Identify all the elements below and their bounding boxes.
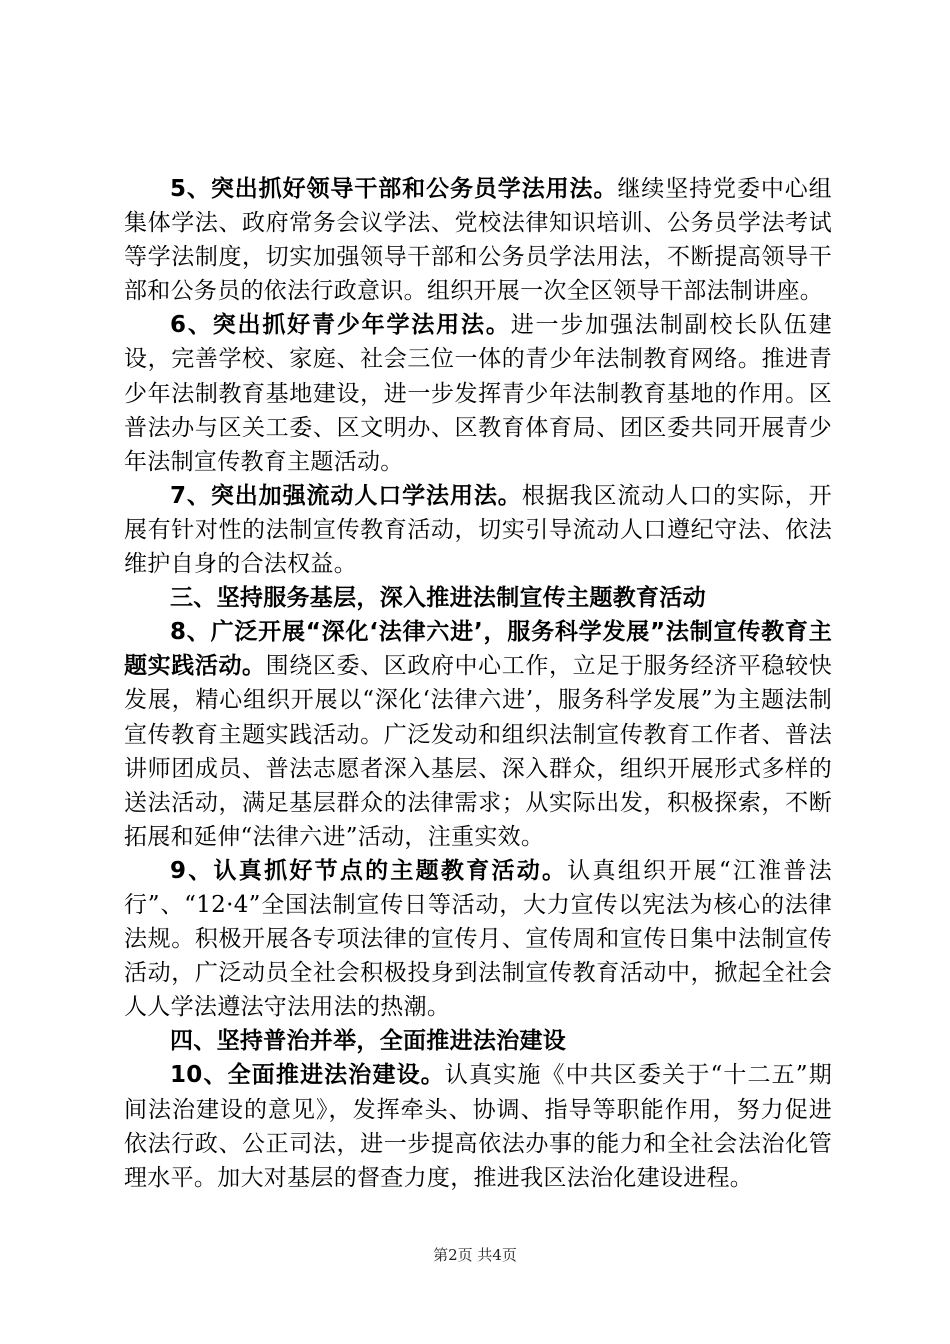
paragraph-item-10	[124, 1058, 832, 1194]
paragraph-lead: 6、突出抓好青少年学法用法。	[170, 312, 511, 339]
paragraph-item-8	[124, 615, 832, 854]
paragraph-body: 进一步加强法制副校长队伍建设，完善学校、家庭、社会三位一体的青少年法制教育网络。推进青少年法制教育基地建设，进一步发挥青少年法制教育基地的作用。区普法办与区关工委、区文明办、区教育体育局、团区委共同开展青少年法制宣传教育主题活动。	[124, 312, 832, 475]
paragraph-lead: 10、全面推进法治建设。	[170, 1062, 445, 1089]
paragraph-body: 根据我区流动人口的实际，开展有针对性的法制宣传教育活动，切实引导流动人口遵纪守法、依法维护自身的合法权益。	[124, 482, 832, 578]
paragraph-lead: 5、突出抓好领导干部和公务员学法用法。	[170, 176, 618, 202]
section-heading-3: 三、坚持服务基层，深入推进法制宣传主题教育活动	[170, 585, 706, 612]
section-heading-4: 四、坚持普治并举，全面推进法治建设	[170, 1028, 567, 1055]
paragraph-body: 继续坚持党委中心组集体学法、政府常务会议学法、党校法律知识培训、公务员学法考试等学法制度，切实加强领导干部和公务员学法用法，不断提高领导干部和公务员的依法行政意识。组织开展一次全区领导干部法制讲座。	[124, 176, 832, 305]
paragraph-lead: 9、认真抓好节点的主题教育活动。	[170, 857, 568, 884]
document-body	[124, 172, 832, 1195]
paragraph-body: 认真组织开展“江淮普法行”、“12·4”全国法制宣传日等活动，大力宣传以宪法为核心的法律法规。积极开展各专项法律的宣传月、宣传周和宣传日集中法制宣传活动，广泛动员全社会积极投身到法制宣传教育活动中，掀起全社会人人学法遵法守法用法的热潮。	[124, 857, 832, 1021]
paragraph-body: 认真实施《中共区委关于“十二五”期间法治建设的意见》，发挥牵头、协调、指导等职能作用，努力促进依法行政、公正司法，进一步提高依法办事的能力和全社会法治化管理水平。加大对基层的督查力度，推进我区法治化建设进程。	[124, 1062, 832, 1191]
paragraph-body: 围绕区委、区政府中心工作，立足于服务经济平稳较快发展，精心组织开展以“深化‘法律六进’，服务科学发展”为主题法制宣传教育主题实践活动。广泛发动和组织法制宣传教育工作者、普法讲师团成员、普法志愿者深入基层、深入群众，组织开展形式多样的送法活动，满足基层群众的法律需求；从实际出发，积极探索，不断拓展和延伸“法律六进”活动，注重实效。	[124, 653, 832, 850]
paragraph-item-6	[124, 308, 832, 478]
paragraph-item-9	[124, 854, 832, 1024]
paragraph-item-5	[124, 172, 832, 308]
paragraph-lead: 7、突出加强流动人口学法用法。	[170, 482, 522, 509]
paragraph-lead: 8、广泛开展“深化‘法律六进’，服务科学发展”法制宣传教育主题实践活动。	[124, 619, 832, 680]
paragraph-item-7	[124, 479, 832, 581]
page-footer: 第2页 共4页	[433, 1246, 517, 1264]
